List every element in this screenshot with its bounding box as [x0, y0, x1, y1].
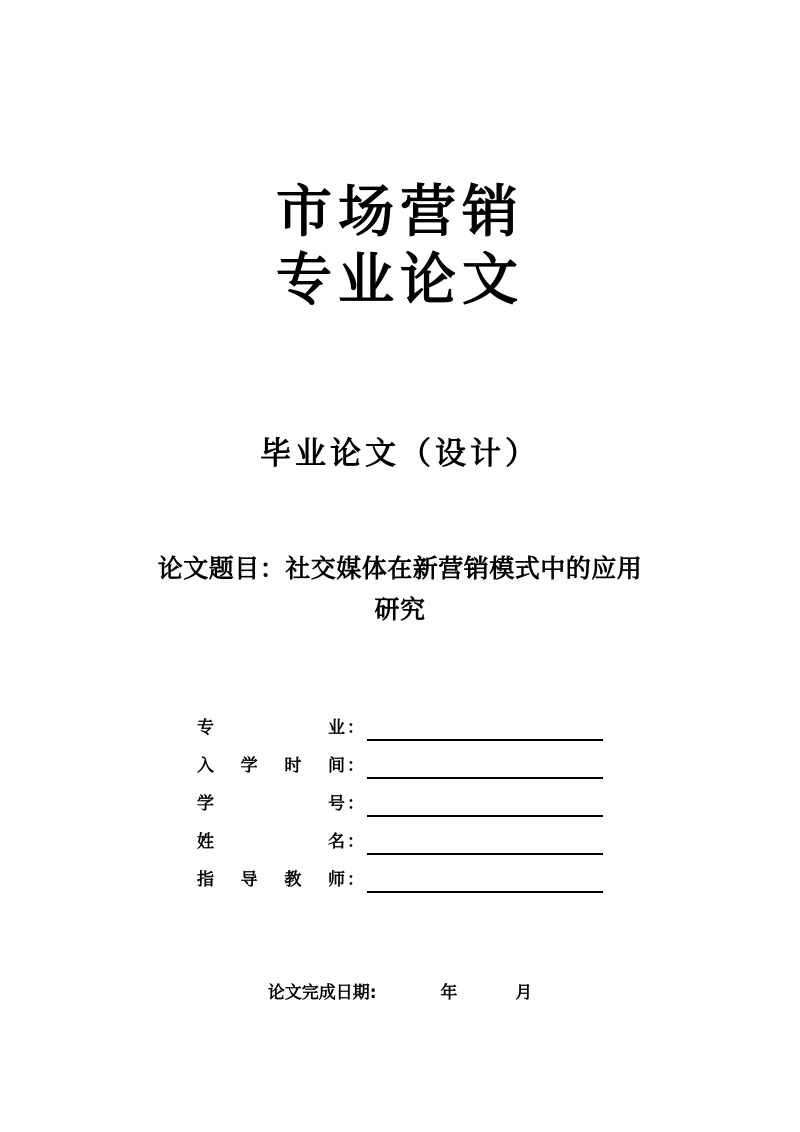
- thesis-title-text: 论文题目：社交媒体在新营销模式中的应用: [157, 554, 643, 583]
- field-label-name: 姓 名: [197, 832, 345, 852]
- thesis-title: [100, 548, 700, 630]
- field-row-enrollment-time: [0, 741, 800, 779]
- field-input-advisor[interactable]: [367, 869, 603, 893]
- field-input-major[interactable]: [367, 717, 603, 741]
- field-row-major: [0, 703, 800, 741]
- completion-date-label: 论文完成日期:: [267, 983, 377, 1003]
- completion-date-line: [0, 980, 800, 1006]
- document-type: 毕业论文（设计）: [260, 436, 540, 472]
- masthead-line-2: 专业论文: [276, 247, 524, 313]
- field-colon-enrollment-time: ：: [347, 756, 364, 776]
- field-colon-name: ：: [347, 832, 364, 852]
- field-row-student-id: [0, 779, 800, 817]
- field-colon-advisor: ：: [347, 870, 364, 890]
- field-colon-student-id: ：: [347, 794, 364, 814]
- field-input-name[interactable]: [367, 831, 603, 855]
- completion-date-month-unit: 月: [515, 983, 533, 1003]
- field-row-advisor: [0, 855, 800, 893]
- completion-date-year-unit: 年: [440, 983, 458, 1003]
- field-row-name: [0, 817, 800, 855]
- field-label-major: 专 业: [197, 718, 345, 738]
- field-label-advisor: 指导教师: [197, 870, 345, 890]
- field-label-enrollment-time: 入学时间: [197, 756, 345, 776]
- masthead-line-1: 市场营销: [276, 179, 524, 245]
- masthead: [0, 178, 800, 314]
- thesis-title-text-continued: 研究: [374, 595, 426, 624]
- field-label-student-id: 学 号: [197, 794, 345, 814]
- field-input-student-id[interactable]: [367, 793, 603, 817]
- field-input-enrollment-time[interactable]: [367, 755, 603, 779]
- field-colon-major: ：: [347, 718, 364, 738]
- info-fields: [0, 703, 800, 893]
